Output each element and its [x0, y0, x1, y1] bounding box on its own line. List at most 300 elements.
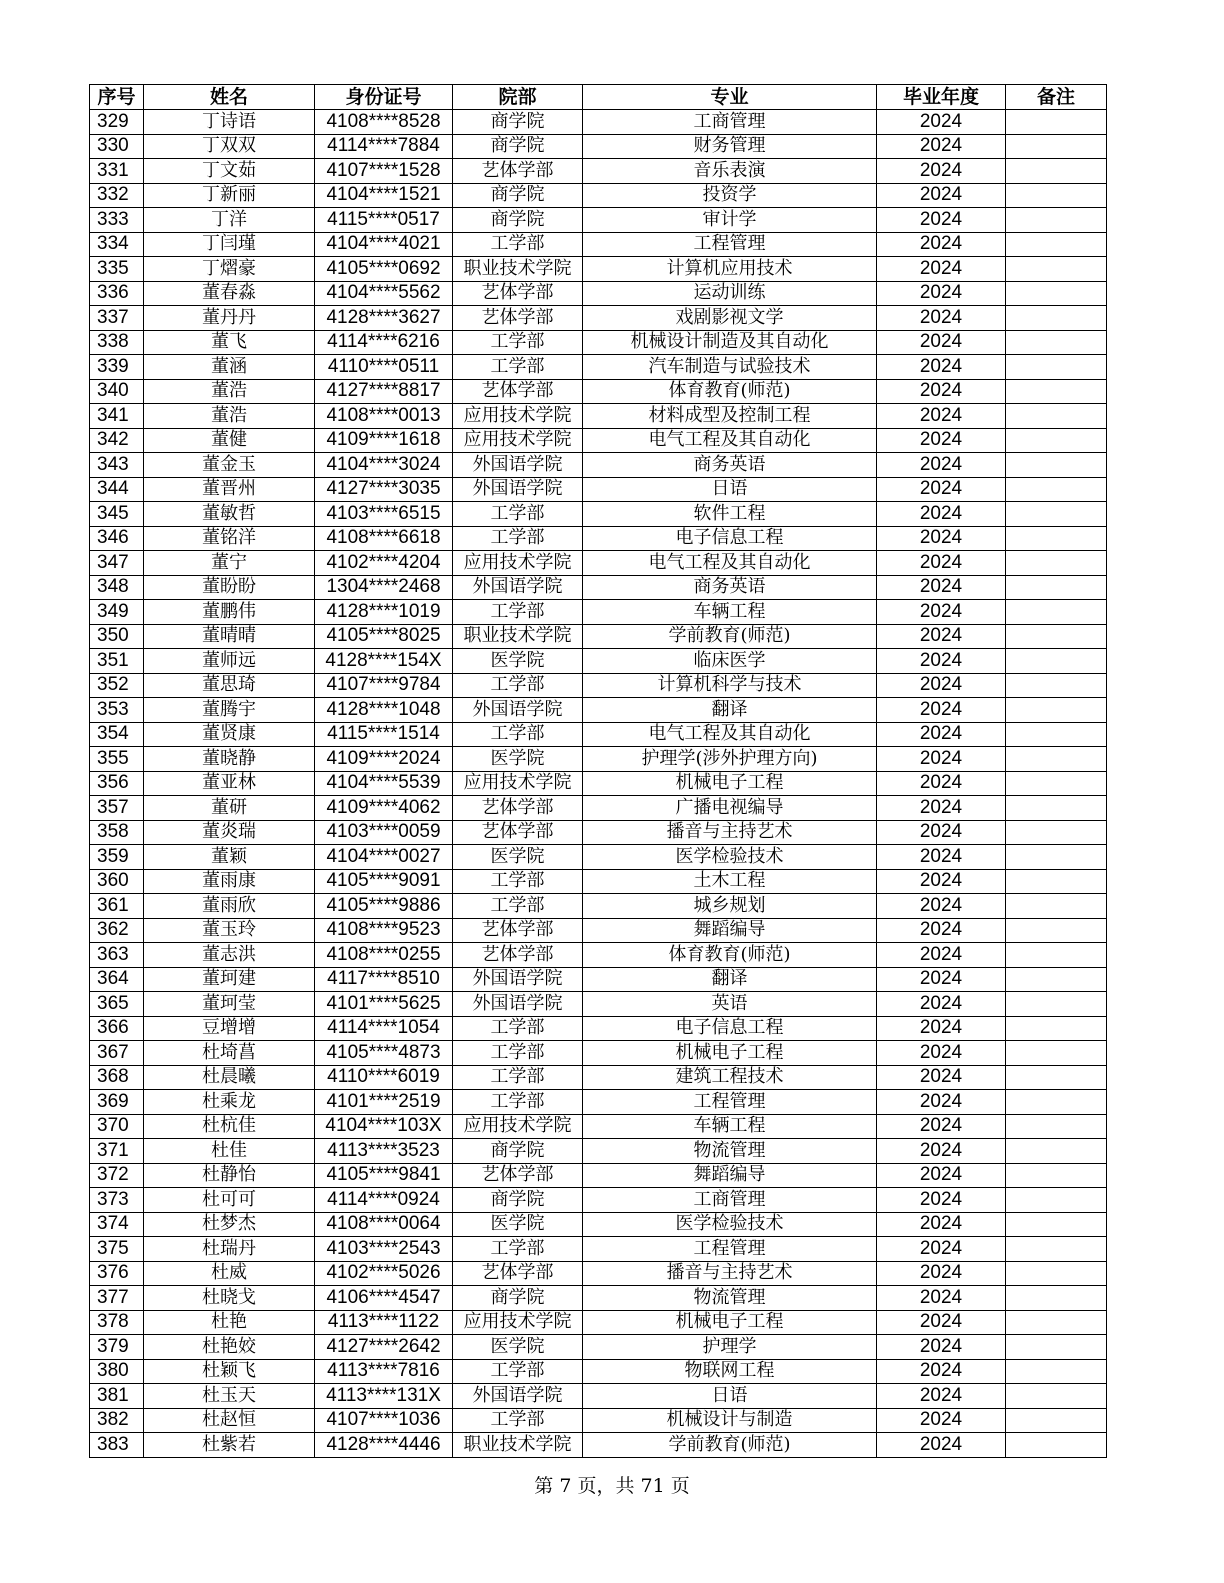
cell-id-number: 4114****1054	[315, 1016, 453, 1041]
cell-id-number: 4104****5539	[315, 771, 453, 796]
cell-id-number: 4128****1019	[315, 600, 453, 625]
cell-grad-year: 2024	[877, 134, 1006, 159]
table-row	[90, 526, 1107, 551]
table-row	[90, 428, 1107, 453]
cell-grad-year: 2024	[877, 845, 1006, 870]
cell-id-number: 4104****1521	[315, 183, 453, 208]
cell-remarks	[1006, 306, 1107, 331]
cell-name: 董浩	[144, 379, 315, 404]
cell-remarks	[1006, 404, 1107, 429]
cell-major: 商务英语	[583, 453, 877, 478]
cell-seq: 339	[90, 355, 144, 380]
cell-department: 职业技术学院	[453, 1433, 583, 1458]
cell-name: 董亚林	[144, 771, 315, 796]
table-row	[90, 330, 1107, 355]
table-row	[90, 477, 1107, 502]
cell-remarks	[1006, 502, 1107, 527]
cell-remarks	[1006, 967, 1107, 992]
cell-department: 外国语学院	[453, 477, 583, 502]
cell-department: 工学部	[453, 1237, 583, 1262]
cell-department: 外国语学院	[453, 575, 583, 600]
cell-department: 外国语学院	[453, 698, 583, 723]
cell-remarks	[1006, 134, 1107, 159]
cell-id-number: 4115****0517	[315, 208, 453, 233]
cell-id-number: 4103****0059	[315, 820, 453, 845]
cell-remarks	[1006, 1016, 1107, 1041]
cell-seq: 365	[90, 992, 144, 1017]
table-row	[90, 1041, 1107, 1066]
cell-major: 审计学	[583, 208, 877, 233]
cell-remarks	[1006, 1310, 1107, 1335]
cell-remarks	[1006, 918, 1107, 943]
cell-id-number: 4127****3035	[315, 477, 453, 502]
cell-grad-year: 2024	[877, 404, 1006, 429]
cell-id-number: 4128****3627	[315, 306, 453, 331]
cell-grad-year: 2024	[877, 110, 1006, 135]
cell-department: 医学院	[453, 1335, 583, 1360]
cell-grad-year: 2024	[877, 1384, 1006, 1409]
table-row	[90, 1408, 1107, 1433]
cell-remarks	[1006, 551, 1107, 576]
table-row	[90, 134, 1107, 159]
table-row	[90, 722, 1107, 747]
cell-grad-year: 2024	[877, 257, 1006, 282]
cell-remarks	[1006, 943, 1107, 968]
table-row	[90, 257, 1107, 282]
cell-id-number: 4105****9841	[315, 1163, 453, 1188]
cell-major: 电气工程及其自动化	[583, 722, 877, 747]
cell-department: 艺体学部	[453, 159, 583, 184]
cell-seq: 340	[90, 379, 144, 404]
cell-seq: 355	[90, 747, 144, 772]
table-row	[90, 796, 1107, 821]
table-row	[90, 551, 1107, 576]
cell-grad-year: 2024	[877, 281, 1006, 306]
cell-major: 日语	[583, 477, 877, 502]
cell-major: 播音与主持艺术	[583, 820, 877, 845]
cell-grad-year: 2024	[877, 649, 1006, 674]
cell-department: 医学院	[453, 845, 583, 870]
table-row	[90, 1261, 1107, 1286]
cell-grad-year: 2024	[877, 1359, 1006, 1384]
table-row	[90, 575, 1107, 600]
header-name: 姓名	[144, 85, 315, 110]
cell-grad-year: 2024	[877, 1335, 1006, 1360]
cell-department: 艺体学部	[453, 281, 583, 306]
cell-seq: 354	[90, 722, 144, 747]
table-row	[90, 820, 1107, 845]
cell-grad-year: 2024	[877, 673, 1006, 698]
cell-seq: 331	[90, 159, 144, 184]
cell-seq: 351	[90, 649, 144, 674]
cell-name: 丁诗语	[144, 110, 315, 135]
cell-name: 董思琦	[144, 673, 315, 698]
cell-grad-year: 2024	[877, 208, 1006, 233]
cell-seq: 338	[90, 330, 144, 355]
table-row	[90, 1335, 1107, 1360]
cell-grad-year: 2024	[877, 1261, 1006, 1286]
cell-major: 车辆工程	[583, 1114, 877, 1139]
cell-grad-year: 2024	[877, 698, 1006, 723]
header-id-number: 身份证号	[315, 85, 453, 110]
cell-seq: 378	[90, 1310, 144, 1335]
cell-department: 工学部	[453, 502, 583, 527]
cell-grad-year: 2024	[877, 1139, 1006, 1164]
cell-major: 材料成型及控制工程	[583, 404, 877, 429]
cell-department: 商学院	[453, 134, 583, 159]
header-seq: 序号	[90, 85, 144, 110]
cell-grad-year: 2024	[877, 1163, 1006, 1188]
cell-id-number: 4107****1036	[315, 1408, 453, 1433]
cell-remarks	[1006, 208, 1107, 233]
cell-major: 建筑工程技术	[583, 1065, 877, 1090]
cell-seq: 371	[90, 1139, 144, 1164]
cell-grad-year: 2024	[877, 771, 1006, 796]
table-row	[90, 649, 1107, 674]
cell-name: 董丹丹	[144, 306, 315, 331]
cell-seq: 348	[90, 575, 144, 600]
cell-id-number: 4108****9523	[315, 918, 453, 943]
cell-remarks	[1006, 1433, 1107, 1458]
table-row	[90, 281, 1107, 306]
cell-remarks	[1006, 281, 1107, 306]
cell-department: 艺体学部	[453, 796, 583, 821]
cell-name: 杜佳	[144, 1139, 315, 1164]
table-row	[90, 1286, 1107, 1311]
cell-grad-year: 2024	[877, 379, 1006, 404]
cell-grad-year: 2024	[877, 918, 1006, 943]
table-row	[90, 894, 1107, 919]
cell-grad-year: 2024	[877, 355, 1006, 380]
cell-seq: 381	[90, 1384, 144, 1409]
cell-remarks	[1006, 747, 1107, 772]
cell-major: 医学检验技术	[583, 845, 877, 870]
cell-major: 临床医学	[583, 649, 877, 674]
cell-grad-year: 2024	[877, 453, 1006, 478]
cell-id-number: 4103****6515	[315, 502, 453, 527]
cell-seq: 349	[90, 600, 144, 625]
cell-seq: 332	[90, 183, 144, 208]
cell-seq: 369	[90, 1090, 144, 1115]
cell-major: 土木工程	[583, 869, 877, 894]
cell-id-number: 4113****3523	[315, 1139, 453, 1164]
cell-major: 工商管理	[583, 1188, 877, 1213]
cell-major: 日语	[583, 1384, 877, 1409]
cell-department: 工学部	[453, 1408, 583, 1433]
page-footer: 第 7 页，共 71 页	[534, 1475, 690, 1497]
cell-major: 机械电子工程	[583, 1041, 877, 1066]
cell-remarks	[1006, 232, 1107, 257]
cell-major: 计算机应用技术	[583, 257, 877, 282]
cell-seq: 329	[90, 110, 144, 135]
cell-name: 董雨欣	[144, 894, 315, 919]
cell-name: 董涵	[144, 355, 315, 380]
cell-major: 体育教育(师范)	[583, 379, 877, 404]
cell-id-number: 4105****9091	[315, 869, 453, 894]
cell-major: 电气工程及其自动化	[583, 428, 877, 453]
cell-major: 汽车制造与试验技术	[583, 355, 877, 380]
cell-grad-year: 2024	[877, 894, 1006, 919]
table-row	[90, 845, 1107, 870]
cell-remarks	[1006, 183, 1107, 208]
table-row	[90, 355, 1107, 380]
cell-name: 董金玉	[144, 453, 315, 478]
table-row	[90, 1384, 1107, 1409]
cell-name: 董敏哲	[144, 502, 315, 527]
cell-id-number: 4104****0027	[315, 845, 453, 870]
cell-id-number: 4127****8817	[315, 379, 453, 404]
cell-grad-year: 2024	[877, 428, 1006, 453]
cell-department: 医学院	[453, 1212, 583, 1237]
cell-seq: 346	[90, 526, 144, 551]
cell-remarks	[1006, 992, 1107, 1017]
cell-remarks	[1006, 1384, 1107, 1409]
cell-name: 豆增增	[144, 1016, 315, 1041]
cell-major: 护理学(涉外护理方向)	[583, 747, 877, 772]
cell-department: 应用技术学院	[453, 1310, 583, 1335]
cell-name: 董春淼	[144, 281, 315, 306]
cell-department: 工学部	[453, 869, 583, 894]
cell-grad-year: 2024	[877, 967, 1006, 992]
cell-seq: 376	[90, 1261, 144, 1286]
cell-grad-year: 2024	[877, 992, 1006, 1017]
cell-department: 外国语学院	[453, 967, 583, 992]
cell-name: 董盼盼	[144, 575, 315, 600]
cell-remarks	[1006, 453, 1107, 478]
cell-id-number: 4128****154X	[315, 649, 453, 674]
cell-grad-year: 2024	[877, 624, 1006, 649]
cell-grad-year: 2024	[877, 551, 1006, 576]
cell-id-number: 4107****1528	[315, 159, 453, 184]
cell-id-number: 4104****5562	[315, 281, 453, 306]
cell-department: 工学部	[453, 722, 583, 747]
cell-department: 工学部	[453, 232, 583, 257]
cell-seq: 368	[90, 1065, 144, 1090]
table-row	[90, 1188, 1107, 1213]
cell-department: 商学院	[453, 1139, 583, 1164]
cell-major: 城乡规划	[583, 894, 877, 919]
cell-major: 电子信息工程	[583, 1016, 877, 1041]
cell-grad-year: 2024	[877, 1188, 1006, 1213]
cell-major: 运动训练	[583, 281, 877, 306]
cell-grad-year: 2024	[877, 1408, 1006, 1433]
cell-remarks	[1006, 379, 1107, 404]
cell-department: 职业技术学院	[453, 624, 583, 649]
cell-name: 杜梦杰	[144, 1212, 315, 1237]
cell-name: 董鹏伟	[144, 600, 315, 625]
header-department: 院部	[453, 85, 583, 110]
cell-grad-year: 2024	[877, 502, 1006, 527]
table-row	[90, 306, 1107, 331]
cell-department: 工学部	[453, 1065, 583, 1090]
cell-grad-year: 2024	[877, 943, 1006, 968]
cell-id-number: 4105****0692	[315, 257, 453, 282]
cell-seq: 344	[90, 477, 144, 502]
table-row	[90, 183, 1107, 208]
cell-seq: 380	[90, 1359, 144, 1384]
cell-id-number: 4113****7816	[315, 1359, 453, 1384]
cell-name: 杜威	[144, 1261, 315, 1286]
table-row	[90, 943, 1107, 968]
cell-name: 丁新丽	[144, 183, 315, 208]
cell-major: 医学检验技术	[583, 1212, 877, 1237]
cell-seq: 363	[90, 943, 144, 968]
cell-name: 董浩	[144, 404, 315, 429]
cell-department: 工学部	[453, 355, 583, 380]
cell-department: 医学院	[453, 649, 583, 674]
cell-major: 软件工程	[583, 502, 877, 527]
cell-name: 董腾宇	[144, 698, 315, 723]
cell-id-number: 4113****1122	[315, 1310, 453, 1335]
cell-major: 护理学	[583, 1335, 877, 1360]
cell-id-number: 4103****2543	[315, 1237, 453, 1262]
cell-seq: 383	[90, 1433, 144, 1458]
cell-department: 外国语学院	[453, 453, 583, 478]
cell-major: 舞蹈编导	[583, 1163, 877, 1188]
cell-seq: 374	[90, 1212, 144, 1237]
table-row	[90, 1163, 1107, 1188]
cell-remarks	[1006, 330, 1107, 355]
table-row	[90, 1237, 1107, 1262]
cell-seq: 377	[90, 1286, 144, 1311]
cell-remarks	[1006, 1286, 1107, 1311]
cell-department: 外国语学院	[453, 1384, 583, 1409]
cell-remarks	[1006, 1188, 1107, 1213]
cell-remarks	[1006, 110, 1107, 135]
table-row	[90, 992, 1107, 1017]
cell-id-number: 4128****4446	[315, 1433, 453, 1458]
cell-id-number: 4101****5625	[315, 992, 453, 1017]
cell-seq: 361	[90, 894, 144, 919]
cell-department: 工学部	[453, 526, 583, 551]
cell-name: 董炎瑞	[144, 820, 315, 845]
cell-remarks	[1006, 477, 1107, 502]
cell-grad-year: 2024	[877, 232, 1006, 257]
cell-id-number: 4114****0924	[315, 1188, 453, 1213]
cell-department: 应用技术学院	[453, 771, 583, 796]
cell-grad-year: 2024	[877, 1237, 1006, 1262]
cell-remarks	[1006, 575, 1107, 600]
cell-name: 杜可可	[144, 1188, 315, 1213]
table-row	[90, 1016, 1107, 1041]
cell-major: 工程管理	[583, 1237, 877, 1262]
cell-department: 工学部	[453, 600, 583, 625]
cell-major: 机械设计制造及其自动化	[583, 330, 877, 355]
cell-seq: 335	[90, 257, 144, 282]
cell-name: 杜杭佳	[144, 1114, 315, 1139]
cell-remarks	[1006, 1212, 1107, 1237]
cell-remarks	[1006, 1139, 1107, 1164]
cell-major: 投资学	[583, 183, 877, 208]
cell-seq: 360	[90, 869, 144, 894]
cell-remarks	[1006, 698, 1107, 723]
cell-remarks	[1006, 428, 1107, 453]
cell-id-number: 4108****0013	[315, 404, 453, 429]
cell-id-number: 4127****2642	[315, 1335, 453, 1360]
cell-major: 电气工程及其自动化	[583, 551, 877, 576]
cell-id-number: 4105****9886	[315, 894, 453, 919]
cell-seq: 341	[90, 404, 144, 429]
cell-seq: 366	[90, 1016, 144, 1041]
cell-major: 体育教育(师范)	[583, 943, 877, 968]
cell-department: 工学部	[453, 1016, 583, 1041]
cell-id-number: 4115****1514	[315, 722, 453, 747]
cell-department: 工学部	[453, 1090, 583, 1115]
cell-major: 翻译	[583, 967, 877, 992]
cell-department: 工学部	[453, 894, 583, 919]
cell-id-number: 4113****131X	[315, 1384, 453, 1409]
cell-department: 工学部	[453, 673, 583, 698]
cell-id-number: 4105****4873	[315, 1041, 453, 1066]
cell-name: 杜紫若	[144, 1433, 315, 1458]
cell-seq: 345	[90, 502, 144, 527]
cell-grad-year: 2024	[877, 159, 1006, 184]
cell-grad-year: 2024	[877, 722, 1006, 747]
cell-major: 英语	[583, 992, 877, 1017]
cell-remarks	[1006, 1114, 1107, 1139]
cell-major: 车辆工程	[583, 600, 877, 625]
cell-major: 音乐表演	[583, 159, 877, 184]
cell-name: 杜晨曦	[144, 1065, 315, 1090]
cell-name: 董志洪	[144, 943, 315, 968]
cell-department: 工学部	[453, 1359, 583, 1384]
cell-grad-year: 2024	[877, 747, 1006, 772]
cell-department: 应用技术学院	[453, 1114, 583, 1139]
cell-department: 工学部	[453, 1041, 583, 1066]
cell-name: 杜颖飞	[144, 1359, 315, 1384]
cell-seq: 337	[90, 306, 144, 331]
cell-seq: 333	[90, 208, 144, 233]
table-header-row	[90, 85, 1107, 110]
table-row	[90, 453, 1107, 478]
table-row	[90, 502, 1107, 527]
cell-grad-year: 2024	[877, 1041, 1006, 1066]
table-row	[90, 869, 1107, 894]
table-row	[90, 1212, 1107, 1237]
table-row	[90, 624, 1107, 649]
cell-major: 工程管理	[583, 1090, 877, 1115]
cell-major: 广播电视编导	[583, 796, 877, 821]
header-major: 专业	[583, 85, 877, 110]
cell-seq: 382	[90, 1408, 144, 1433]
cell-grad-year: 2024	[877, 1065, 1006, 1090]
header-grad-year: 毕业年度	[877, 85, 1006, 110]
cell-seq: 379	[90, 1335, 144, 1360]
cell-seq: 336	[90, 281, 144, 306]
table-row	[90, 771, 1107, 796]
cell-major: 工程管理	[583, 232, 877, 257]
cell-major: 播音与主持艺术	[583, 1261, 877, 1286]
cell-id-number: 4117****8510	[315, 967, 453, 992]
cell-department: 艺体学部	[453, 306, 583, 331]
cell-department: 艺体学部	[453, 918, 583, 943]
cell-remarks	[1006, 894, 1107, 919]
header-remarks: 备注	[1006, 85, 1107, 110]
cell-name: 丁文茹	[144, 159, 315, 184]
cell-grad-year: 2024	[877, 1286, 1006, 1311]
cell-department: 商学院	[453, 208, 583, 233]
cell-id-number: 4102****5026	[315, 1261, 453, 1286]
cell-id-number: 4105****8025	[315, 624, 453, 649]
table-row	[90, 232, 1107, 257]
cell-id-number: 4101****2519	[315, 1090, 453, 1115]
cell-id-number: 4108****0064	[315, 1212, 453, 1237]
cell-department: 应用技术学院	[453, 404, 583, 429]
cell-name: 丁熠豪	[144, 257, 315, 282]
cell-seq: 342	[90, 428, 144, 453]
cell-remarks	[1006, 1261, 1107, 1286]
cell-name: 杜晓戈	[144, 1286, 315, 1311]
